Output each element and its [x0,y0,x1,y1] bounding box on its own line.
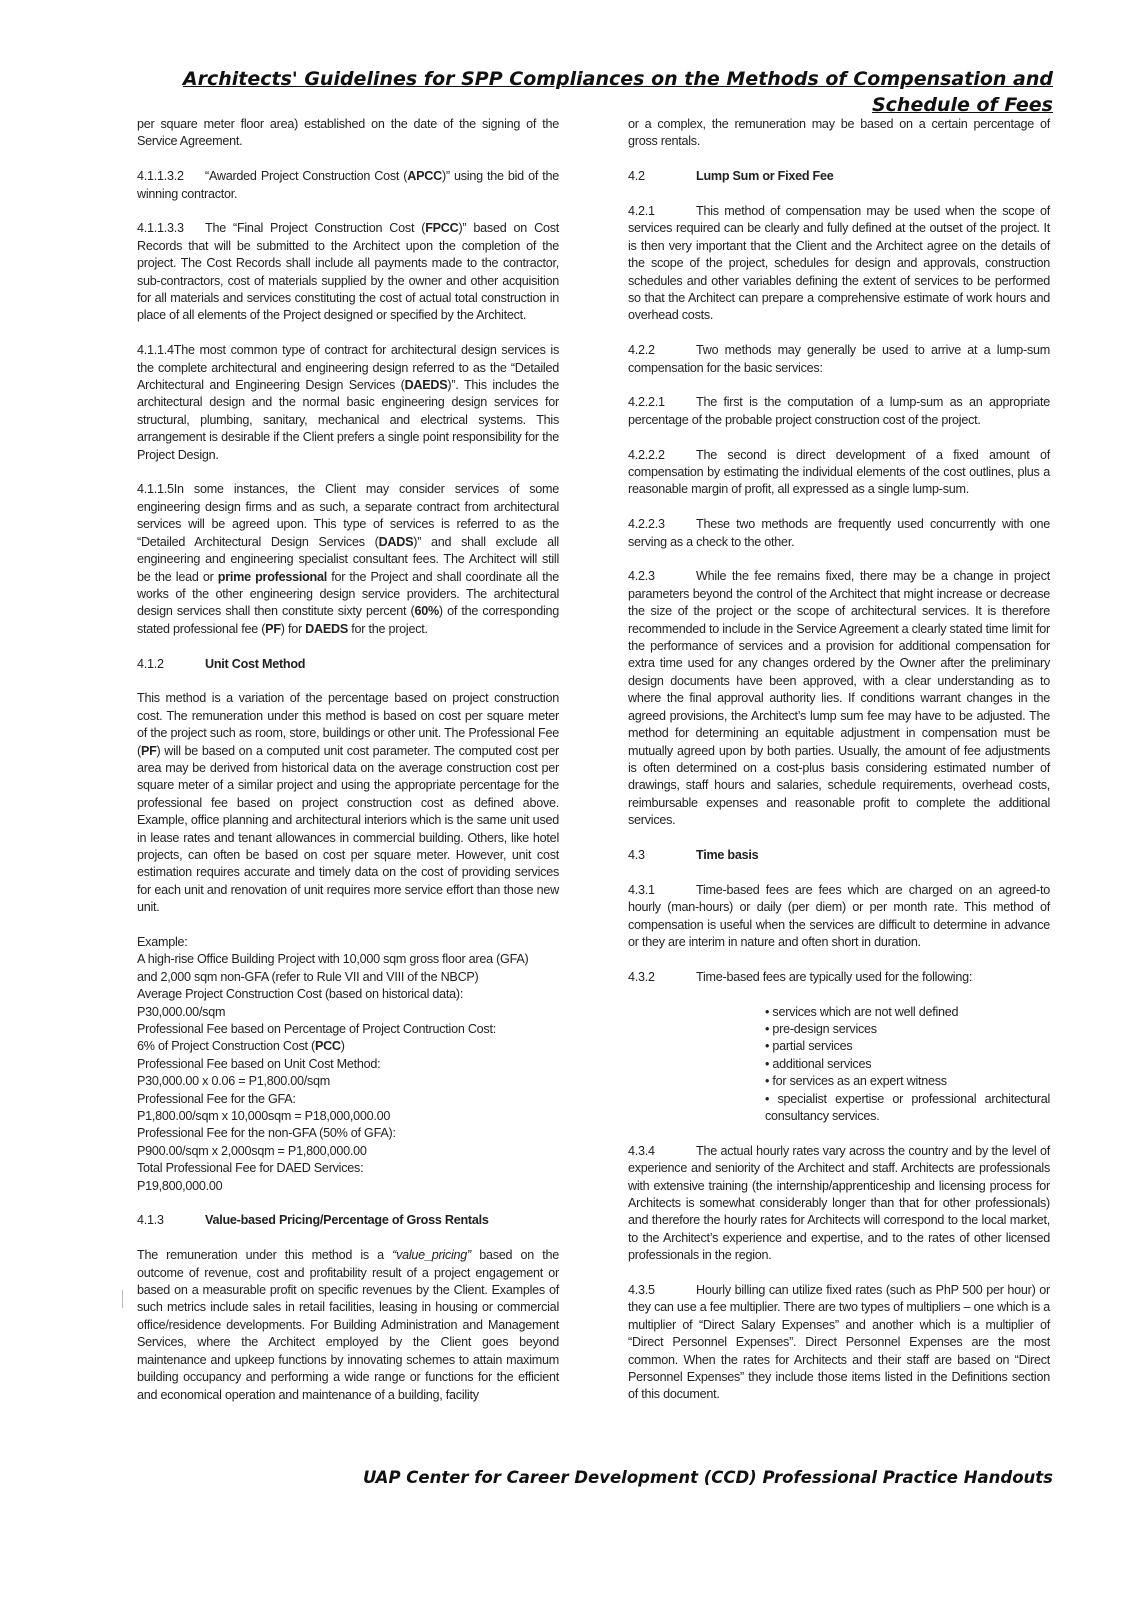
paragraph-4-3-5 [628,1282,1050,1404]
paragraph: or a complex, the remuneration may be based on a certain percentage of gross rentals. [628,117,1050,149]
example-line: Average Project Construction Cost (based on historical data): [137,987,464,1002]
page-footer: UAP Center for Career Development (CCD) Professional Practice Handouts [363,1468,1053,1487]
bold-term: PF [265,621,281,636]
section-heading-4-2 [628,168,1050,185]
list-item: • for services as an expert witness [765,1074,947,1089]
list-item: • services which are not well defined [765,1004,959,1019]
paragraph-4-2-2-1 [628,394,1050,429]
example-line: P1,800.00/sqm x 10,000sqm = P18,000,000.00 [137,1109,391,1124]
text: This method of compensation may be used when the scope of services required can be clearly and fully defined at the outset of the project. It is then very important that the Client and the Architect agree on the details of the scope of the project, schedules for design and approvals, construction schedules and other variables defining the extent of services to be performed so that the Architect can prepare a comprehensive estimate of work hours and overhead costs. [628,204,1050,323]
paragraph-4-2-2-3 [628,516,1050,551]
section-number: 4.1.1.3.3 [137,221,184,236]
paragraph-4-3-1 [628,882,1050,952]
bold-term: prime professional [217,569,327,584]
text: for the project. [348,621,428,636]
paragraph-4-1-1-3-3 [137,220,559,324]
list-item: • partial services [765,1039,853,1054]
text: Hourly billing can utilize fixed rates (such as PhP 500 per hour) or they can use a fee multiplier. There are two types of multipliers – one which is a multiplier of “Direct Salary Expenses” and another which is a multiplier of “Direct Personnel Expenses”. Direct Personnel Expenses are the most common. When the rates for Architects and their staff are based on “Direct Personnel Expenses” they include those items listed in the Definitions section of this document. [628,1283,1050,1402]
bold-term: 60% [414,604,439,619]
paragraph-4-2-2-2 [628,447,1050,499]
example-line: Professional Fee for the GFA: [137,1091,296,1106]
bold-term: PF [140,743,157,758]
right-column [628,116,1050,1421]
section-title: Unit Cost Method [205,656,306,671]
section-title: Value-based Pricing/Percentage of Gross Rentals [205,1213,489,1228]
section-number: 4.3 [628,847,645,862]
text: 6% of Project Construction Cost ( [137,1039,315,1054]
italic-term: “value_pricing” [392,1248,471,1263]
bold-term: FPCC [425,221,459,236]
paragraph-4-1-1-3-2 [137,168,559,203]
text: 4.1.1.5In some instances, the Client may consider services of some engineering design firms and as such, a separate contract from architectural services will be agreed upon. This type of services is referred to as the “Detailed Architectural Design Services ( [137,482,559,549]
text: The remuneration under this method is a [137,1248,393,1263]
list-item: • pre-design services [765,1021,877,1036]
paragraph-4-3-4 [628,1143,1050,1265]
paragraph-4-3-2 [628,969,1050,986]
paragraph-unit-cost [137,690,559,916]
example-line: Example: [137,934,188,949]
text: Time-based fees are fees which are charged on an agreed-to hourly (man-hours) or daily (per diem) or per month rate. This method of compensation is useful when the services are difficult to determine in advance or they are interim in nature and often short in duration. [628,882,1050,949]
text: The first is the computation of a lump-sum as an appropriate percentage of the probable project construction cost of the project. [628,395,1050,427]
example-line: P900.00/sqm x 2,000sqm = P1,800,000.00 [137,1143,367,1158]
text: )” using the bid of the winning contractor. [137,169,559,201]
example-line: Professional Fee for the non-GFA (50% of GFA): [137,1126,396,1141]
example-line: P19,800,000.00 [137,1178,223,1193]
bold-term: PCC [314,1039,341,1054]
bold-term: DADS [378,534,414,549]
example-block [137,934,559,1195]
text: Two methods may generally be used to arrive at a lump-sum compensation for the basic services: [628,343,1050,375]
text: based on the outcome of revenue, cost and profitability result of a project engagement or based on a measurable profit on specific revenues by the Client. Examples of such metrics include sales in retail facilities, leasing in housing or commercial office/residence developments. For Building Administration and Management Services, where the Architect employed by the Client goes beyond maintenance and upkeep functions by innovating schemes to attain maximum building occupancy and performing a wide range or functions for the efficient and economical operation and maintenance of a building, facility [137,1248,560,1402]
list-item: • additional services [765,1056,872,1071]
section-number: 4.3.1 [628,882,655,897]
text: Time-based fees are typically used for the following: [696,969,973,984]
text: )” and shall exclude all engineering and engineering specialist consultant fees. The Architect will still be the lead or [137,534,559,584]
section-title: Time basis [696,847,759,862]
section-title: Lump Sum or Fixed Fee [696,169,834,184]
paragraph-4-2-3 [628,568,1050,829]
text: ) for [280,621,306,636]
example-line: Professional Fee based on Unit Cost Method: [137,1056,381,1071]
section-number: 4.1.1.3.2 [137,169,184,184]
paragraph-4-2-1 [628,203,1050,325]
section-number: 4.2.3 [628,569,655,584]
section-number: 4.2.2.1 [628,395,665,410]
left-column [137,116,559,1421]
section-number: 4.3.4 [628,1143,655,1158]
paragraph-4-2-2 [628,342,1050,377]
text: “Awarded Project Construction Cost ( [205,169,408,184]
text: )” based on Cost Records that will be submitted to the Architect upon the completion of the project. The Cost Records shall include all payments made to the contractor, sub-contractors, cost of materials supplied by the owner and other acquisition for all materials and services constituting the cost of actual total construction in place of all elements of the Project designed or specified by the Architect. [137,221,559,323]
section-heading-4-3 [628,847,1050,864]
text: The actual hourly rates vary across the country and by the level of experience and seniority of the Architect and staff. Architects are professionals with extensive training (the internship/apprenticeship and licensing process for Architects is somewhat considerably longer than that for other professionals) and therefore the hourly rates for Architects will correspond to the local market, to the Architect’s experience and expertise, and to the rates of other licensed professionals in the region. [628,1143,1050,1263]
list-item: • specialist expertise or professional architectural consultancy services. [765,1091,1050,1123]
text: While the fee remains fixed, there may be a change in project parameters beyond the control of the Architect that might increase or decrease the size of the project or the scope of architectural services. It is therefore recommended to include in the Service Agreement a clearly stated time limit for the performance of services and a provision for additional compensation for extra time used for any changes ordered by the Owner after the preliminary design documents have been approved, with a clear understanding as to where the final approval authority lies. If conditions warrant changes in the agreed provisions, the Architect’s lump sum fee may have to be adjusted. The method for determining an equitable adjustment in compensation must be mutually agreed upon by both parties. Usually, the amount of fee adjustments is often determined on a cost-plus basis considering estimated number of drawings, staff hours and salaries, schedule requirements, overhead costs, reimbursable expenses and reasonable profit to complete the additional services. [628,569,1050,828]
bold-term: APCC [407,169,442,184]
paragraph: per square meter floor area) established on the date of the signing of the Service Agreement. [137,117,559,149]
bold-term: DAEDS [305,621,348,636]
text: ) will be based on a computed unit cost parameter. The computed cost per area may be derived from historical data on the average construction cost per square meter of a similar project and using the appropriate percentage for the professional fee based on project construction cost as defined above. Example, office planning and architectural interiors which is the same unit used in lease rates and tenant allowances in commercial building. Others, like hotel projects, can often be based on cost per square meter. However, unit cost estimation requires accurate and timely data on the cost of providing services for each unit and renovation of unit requires more service effort than those new unit. [137,743,559,915]
paragraph-4-1-1-5 [137,481,559,638]
example-line: P30,000.00/sqm [137,1004,226,1019]
text: The second is direct development of a fixed amount of compensation by estimating the individual elements of the cost outlines, plus a reasonable margin of profit, all expressed as a single lump-sum. [628,447,1050,497]
section-number: 4.2.1 [628,204,655,218]
example-line: Total Professional Fee for DAED Services: [137,1161,364,1176]
page-header-title: Architects' Guidelines for SPP Compliances on the Methods of Compensation and Schedule of Fees [182,68,1053,116]
example-line: and 2,000 sqm non-GFA (refer to Rule VII and VIII of the NBCP) [137,969,479,984]
text: )”. This includes the architectural design and the normal basic engineering design services for structural, plumbing, sanitary, mechanical and electrical systems. This arrangement is desirable if the Client prefers a single point responsibility for the Project Design. [137,378,559,462]
bullet-list [628,1004,1050,1126]
text: This method is a variation of the percentage based on project construction cost. The remuneration under this method is based on cost per square meter of the project such as room, store, buildings or other unit. The Professional Fee ( [137,691,559,758]
section-number: 4.1.3 [137,1213,164,1228]
text: for the Project and shall coordinate all the works of the other engineering design service providers. The architectural design services shall then constitute sixty percent ( [137,569,559,619]
text: ) [340,1039,345,1054]
text: ) of the corresponding stated professional fee ( [137,604,559,636]
example-line: Professional Fee based on Percentage of Project Contruction Cost: [137,1022,496,1037]
section-number: 4.3.2 [628,969,655,984]
section-number: 4.2 [628,169,645,184]
section-number: 4.2.2 [628,343,655,358]
text: 4.1.1.4The most common type of contract for architectural design services is the complete architectural and engineering design referred to as the “Detailed Architectural and Engineering Design Services ( [137,343,559,393]
paragraph-value-based [137,1247,559,1404]
section-heading-4-1-2 [137,656,559,673]
example-line [137,1038,559,1055]
section-number: 4.3.5 [628,1283,655,1298]
section-number: 4.1.2 [137,656,164,671]
example-line: P30,000.00 x 0.06 = P1,800.00/sqm [137,1074,331,1089]
example-line: A high-rise Office Building Project with 10,000 sqm gross floor area (GFA) [137,952,529,967]
text: The “Final Project Construction Cost ( [205,221,426,236]
bold-term: DAEDS [404,378,448,393]
section-number: 4.2.2.2 [628,447,665,462]
text: These two methods are frequently used concurrently with one serving as a check to the other. [628,517,1050,549]
paragraph-4-1-1-4 [137,342,559,464]
section-heading-4-1-3 [137,1212,559,1229]
change-bar [122,1290,123,1308]
section-number: 4.2.2.3 [628,517,665,532]
